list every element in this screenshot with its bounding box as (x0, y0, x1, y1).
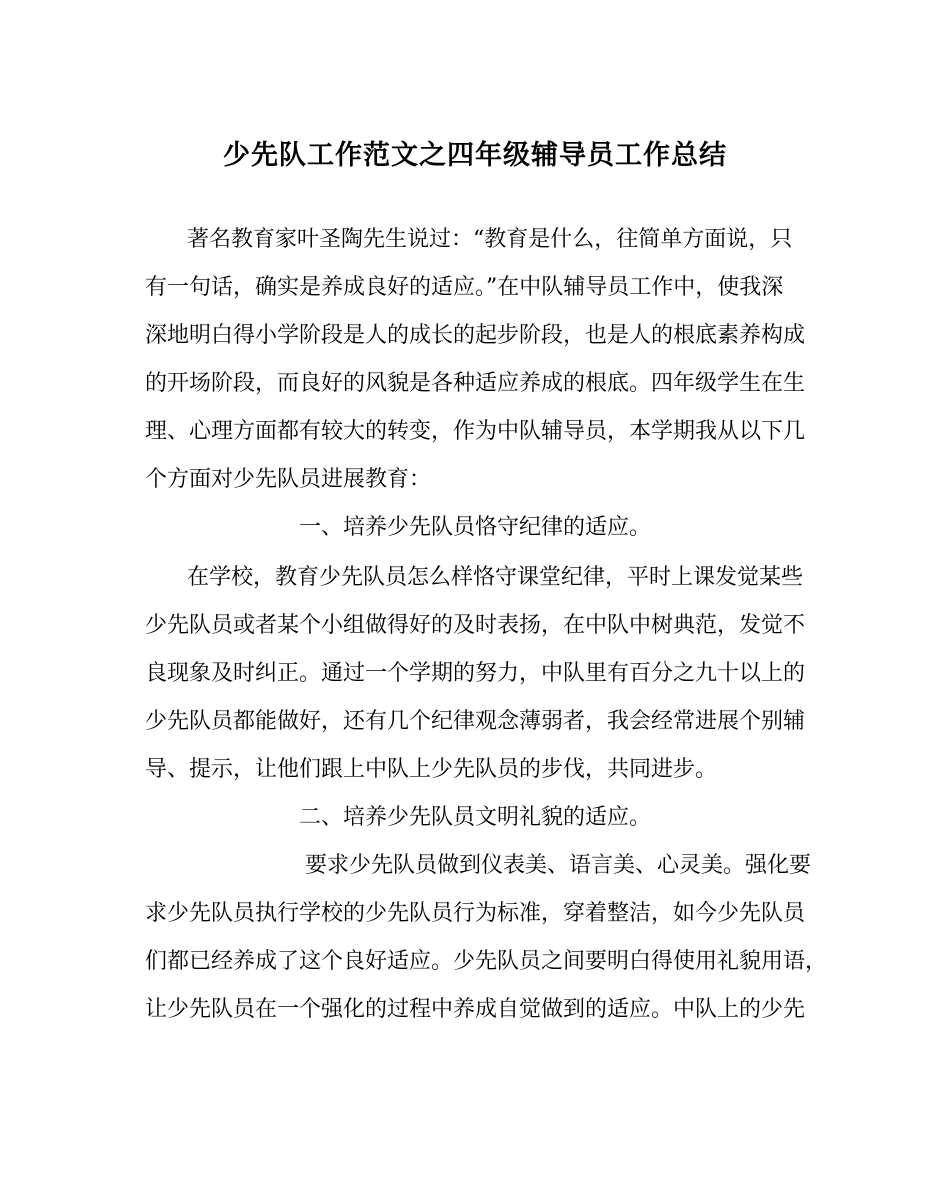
paragraph-line: 在学校，教育少先队员怎么样恪守课堂纪律，平时上课发觉某些 (187, 565, 804, 590)
paragraph-line: 少先队员都能做好，还有几个纪律观念薄弱者，我会经常进展个别辅 (145, 709, 806, 734)
paragraph-line: 要求少先队员做到仪表美、语言美、心灵美。强化要 (305, 853, 812, 878)
paragraph-line: 让少先队员在一个强化的过程中养成自觉做到的适应。中队上的少先 (145, 997, 806, 1022)
section-heading: 一、培养少先队员恪守纪律的适应。 (298, 515, 651, 540)
paragraph-line: 导、提示，让他们跟上中队上少先队员的步伐，共同进步。 (145, 757, 718, 782)
paragraph-line: 的开场阶段，而良好的风貌是各种适应养成的根底。四年级学生在生 (145, 371, 806, 396)
paragraph-line: 少先队员或者某个小组做得好的及时表扬，在中队中树典范，发觉不 (145, 613, 806, 638)
paragraph-line: 求少先队员执行学校的少先队员行为标准，穿着整洁，如今少先队员 (145, 901, 806, 926)
paragraph-line: 个方面对少先队员进展教育： (145, 467, 432, 492)
paragraph-line: 深地明白得小学阶段是人的成长的起步阶段，也是人的根底素养构成 (145, 323, 806, 348)
paragraph-line: 理、心理方面都有较大的转变，作为中队辅导员，本学期我从以下几 (145, 419, 806, 444)
paragraph-line: 著名教育家叶圣陶先生说过：“教育是什么，往简单方面说，只 (187, 227, 793, 252)
section-heading: 二、培养少先队员文明礼貌的适应。 (298, 805, 651, 830)
paragraph-line: 有一句话，确实是养成良好的适应。”在中队辅导员工作中，使我深 (145, 275, 784, 300)
paragraph-line: 们都已经养成了这个良好适应。少先队员之间要明白得使用礼貌用语， (145, 949, 828, 974)
document-title: 少先队工作范文之四年级辅导员工作总结 (223, 140, 727, 171)
paragraph-line: 良现象及时纠正。通过一个学期的努力，中队里有百分之九十以上的 (145, 661, 806, 686)
